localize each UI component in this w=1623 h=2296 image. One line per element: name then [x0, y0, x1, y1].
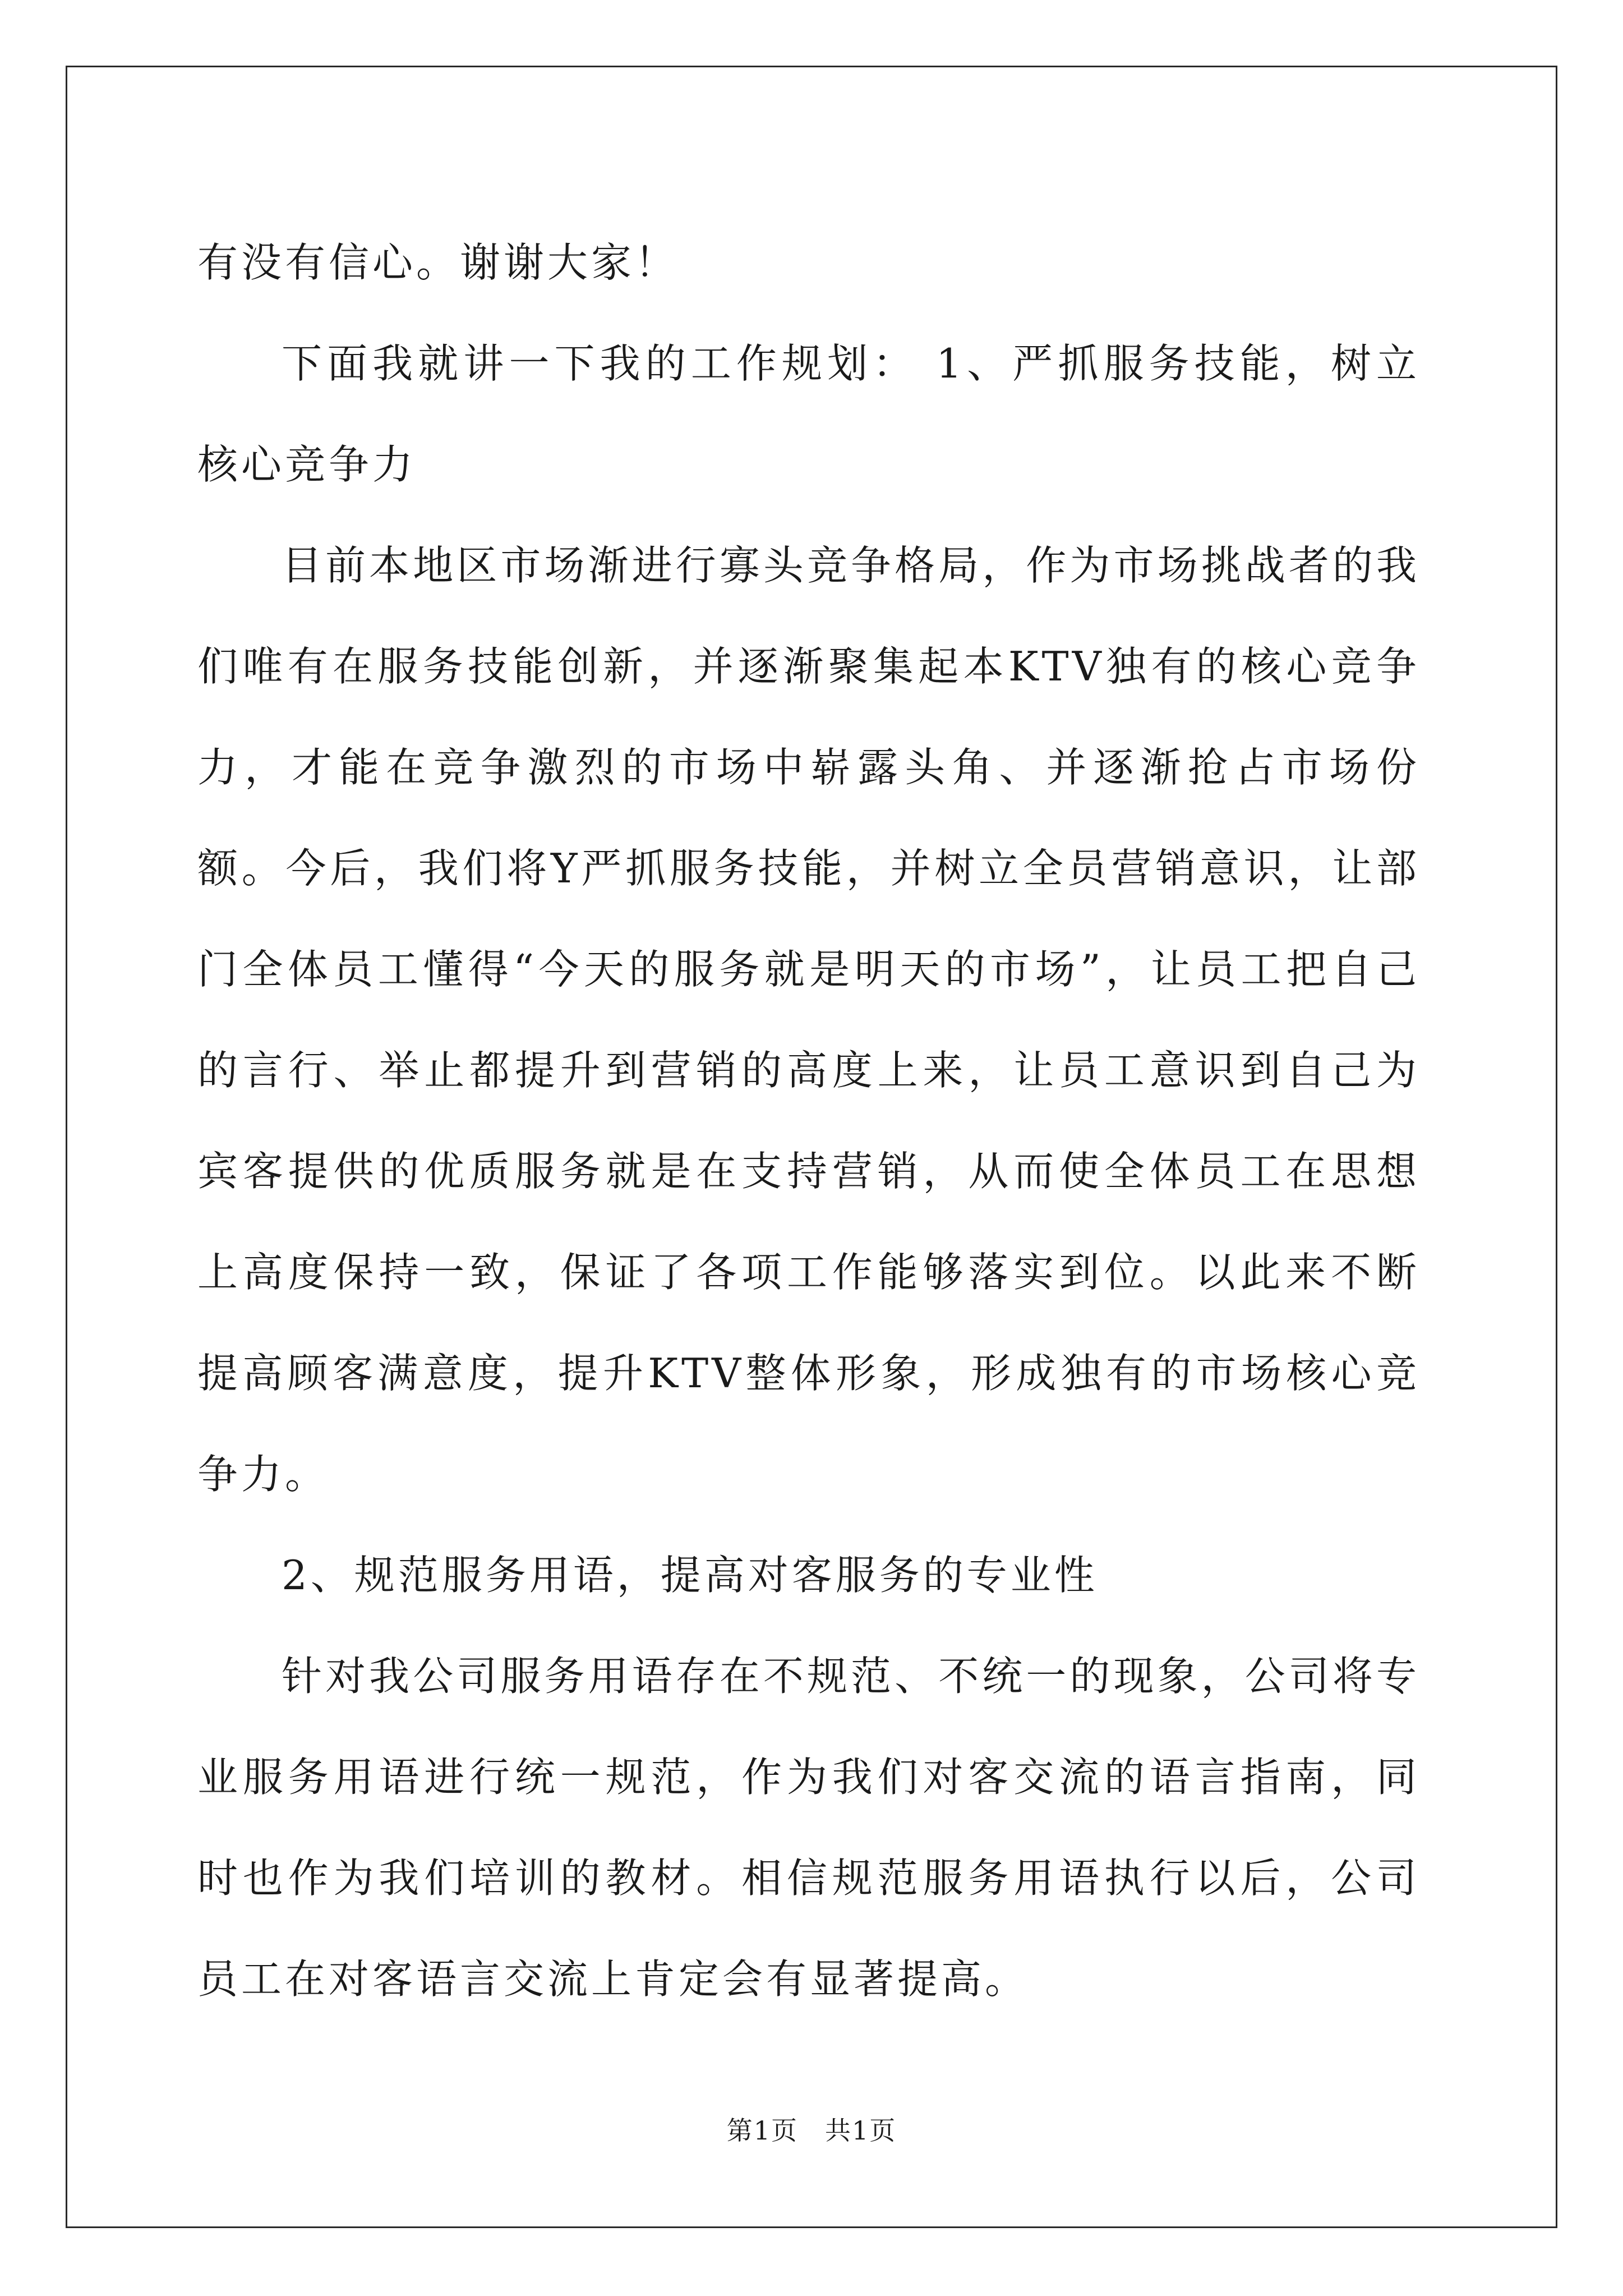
document-body — [197, 212, 1420, 2030]
paragraph-5: 针对我公司服务用语存在不规范、不统一的现象，公司将专业服务用语进行统一规范，作为我们对客交流的语言指南，同时也作为我们培训的教材。相信规范服务用语执行以后，公司员工在对客语言交流上肯定会有显著提高。 — [197, 1653, 1420, 2003]
paragraph-4: 2、规范服务用语，提高对客服务的专业性 — [282, 1552, 1098, 1599]
paragraph-3: 目前本地区市场渐进行寡头竞争格局，作为市场挑战者的我们唯有在服务技能创新，并逐渐聚集起本KTV独有的核心竞争力，才能在竞争激烈的市场中崭露头角、并逐渐抢占市场份额。今后，我们将Y严抓服务技能，并树立全员营销意识，让部门全体员工懂得“今天的服务就是明天的市场”，让员工把自己的言行、举止都提升到营销的高度上来，让员工意识到自己为宾客提供的优质服务就是在支持营销，从而使全体员工在思想上高度保持一致，保证了各项工作能够落实到位。以此来不断提高顾客满意度，提升KTV整体形象，形成独有的市场核心竞争力。 — [197, 542, 1420, 1498]
paragraph-1: 有没有信心。谢谢大家！ — [197, 239, 679, 286]
page-footer: 第1页 共1页 — [726, 2115, 897, 2146]
paragraph-2: 下面我就讲一下我的工作规划： 1、严抓服务技能，树立核心竞争力 — [197, 340, 1420, 488]
